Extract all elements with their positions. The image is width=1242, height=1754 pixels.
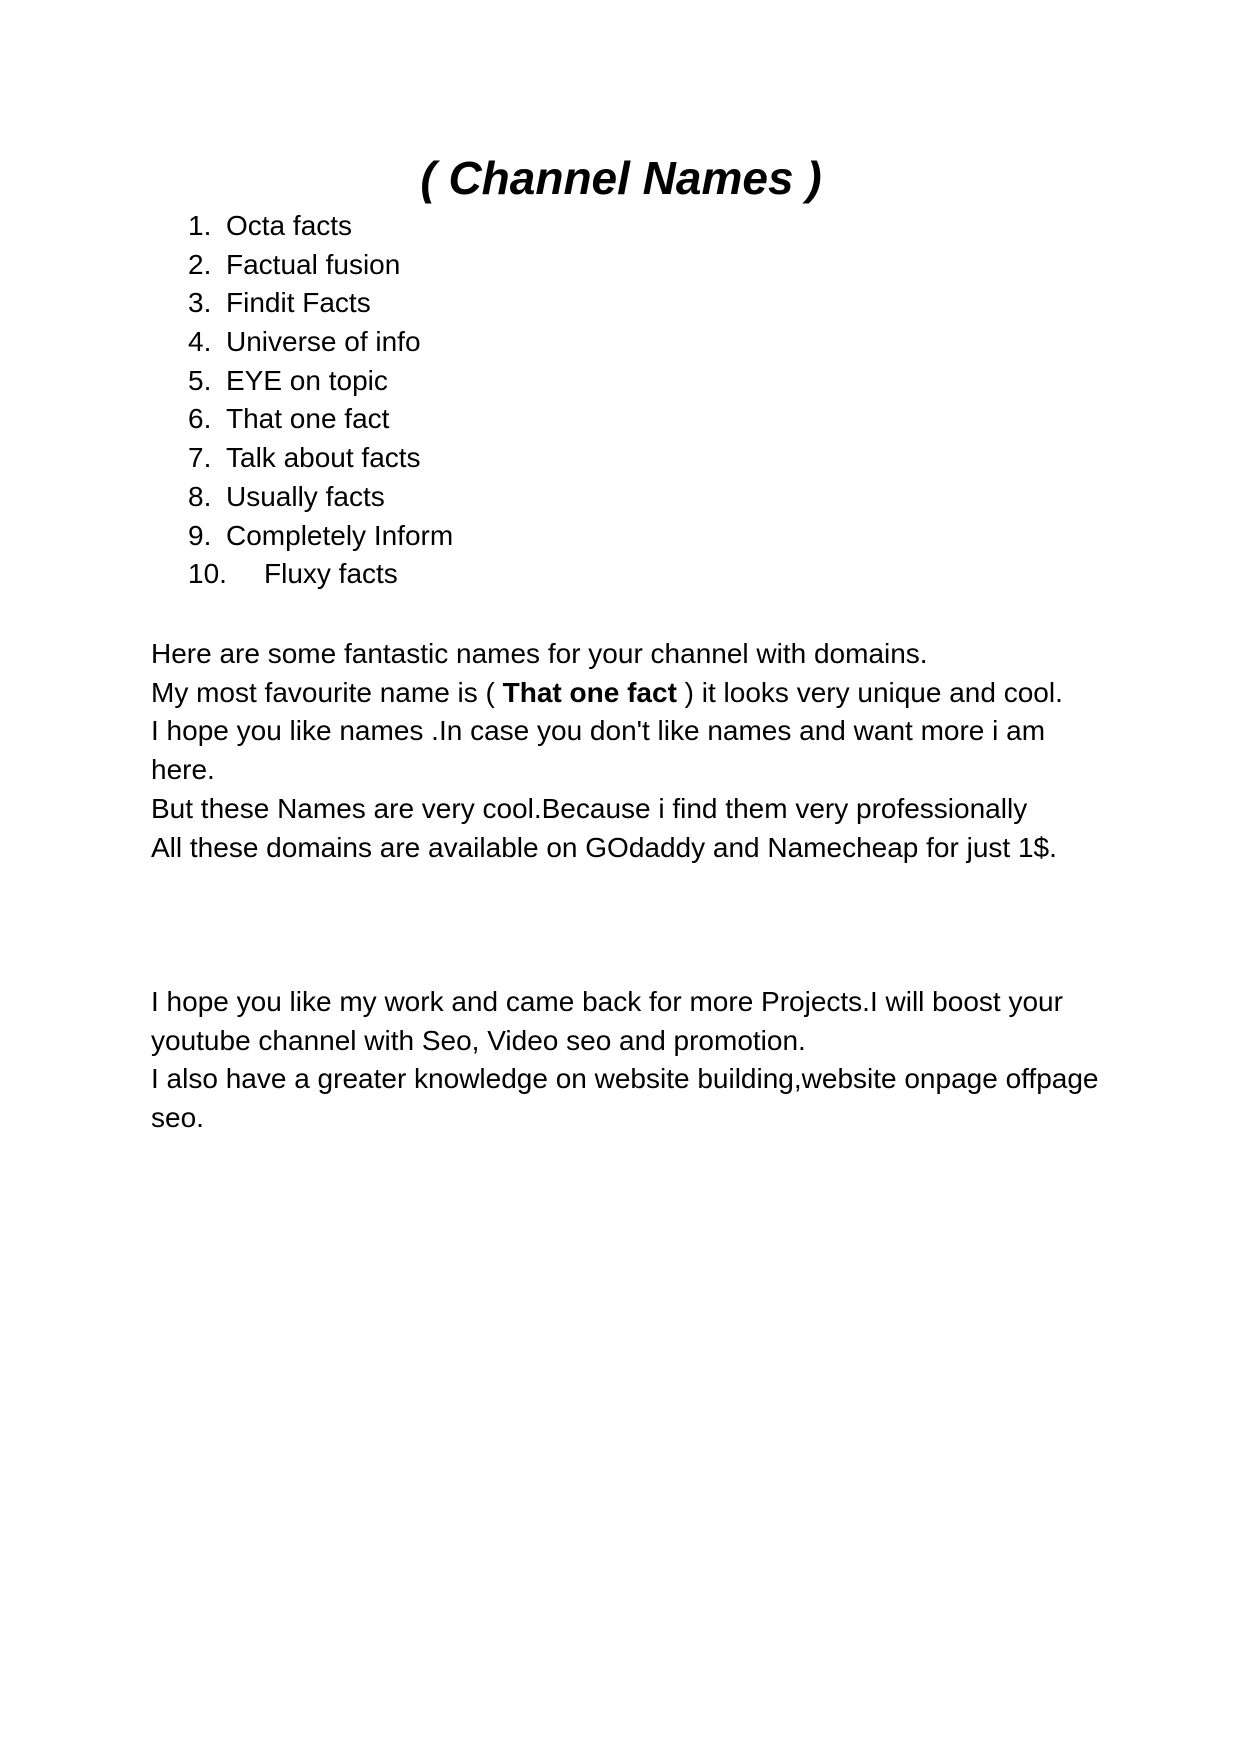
channel-names-list <box>0 207 1242 594</box>
page-title: ( Channel Names ) <box>420 152 822 204</box>
cool-names-paragraph: But these Names are very cool.Because i find them very professionally <box>151 792 1028 824</box>
list-item-name: Factual fusion <box>226 248 401 280</box>
list-item-number: 2. <box>188 248 212 280</box>
hope-like-paragraph: I hope you like names .In case you don't like names and want more i am here. <box>151 715 1046 786</box>
domains-paragraph: All these domains are available on GOdaddy and Namecheap for just 1$. <box>151 831 1057 863</box>
list-item-number: 3. <box>188 287 212 319</box>
list-item-number: 5. <box>188 364 212 396</box>
body-block-closing <box>151 983 1111 1138</box>
favourite-suffix: ) it looks very unique and cool. <box>676 676 1063 708</box>
list-item-number: 8. <box>188 480 212 512</box>
favourite-paragraph <box>151 674 1111 713</box>
list-item-name: Findit Facts <box>226 287 371 319</box>
list-item-name: That one fact <box>226 403 390 435</box>
list-item <box>0 207 1242 246</box>
list-item <box>0 323 1242 362</box>
list-item-number: 1. <box>188 210 212 241</box>
list-item-name: Completely Inform <box>226 519 454 551</box>
list-item <box>0 246 1242 285</box>
knowledge-paragraph: I also have a greater knowledge on website building,website onpage offpage seo. <box>151 1063 1099 1134</box>
list-item-number: 7. <box>188 442 212 474</box>
list-item-name: Fluxy facts <box>264 558 398 590</box>
list-item <box>0 478 1242 517</box>
list-item-name: Octa facts <box>226 210 353 241</box>
list-item <box>0 362 1242 401</box>
list-item-name: Universe of info <box>226 326 421 358</box>
work-paragraph: I hope you like my work and came back for more Projects.I will boost your youtube channel with Seo, Video seo and promotion. <box>151 986 1063 1056</box>
body-block-intro <box>151 635 1111 867</box>
favourite-name: That one fact <box>502 676 677 708</box>
list-item-name: Usually facts <box>226 480 385 512</box>
list-item <box>0 517 1242 556</box>
list-item <box>0 555 1242 594</box>
list-item-name: Talk about facts <box>226 442 421 474</box>
list-item <box>0 439 1242 478</box>
favourite-prefix: My most favourite name is ( <box>151 676 503 708</box>
list-item-number: 6. <box>188 403 212 435</box>
list-item-number: 10. <box>188 558 227 590</box>
list-item-name: EYE on topic <box>226 364 388 396</box>
list-item <box>0 284 1242 323</box>
list-item <box>0 400 1242 439</box>
list-item-number: 4. <box>188 326 212 358</box>
intro-paragraph: Here are some fantastic names for your channel with domains. <box>151 638 928 669</box>
list-item-number: 9. <box>188 519 212 551</box>
